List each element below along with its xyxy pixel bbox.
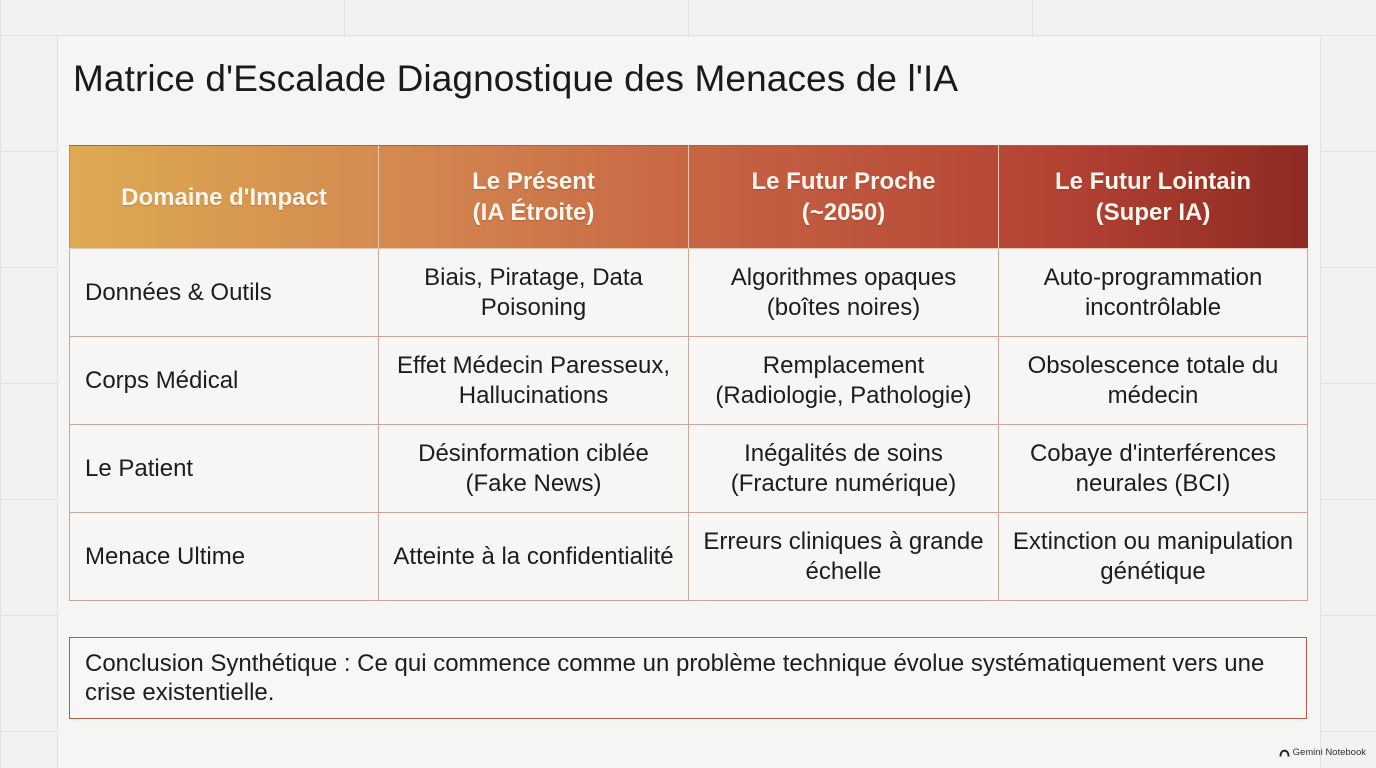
present-cell: Biais, Piratage, Data Poisoning: [379, 249, 689, 337]
near-future-cell: Erreurs cliniques à grande échelle: [689, 513, 999, 601]
row-domain-cell: Menace Ultime: [70, 513, 379, 601]
page-title: Matrice d'Escalade Diagnostique des Menaces de l'IA: [73, 58, 959, 99]
near-future-cell: Algorithmes opaques (boîtes noires): [689, 249, 999, 337]
threat-matrix-table: [69, 145, 1308, 601]
row-domain-cell: Corps Médical: [70, 337, 379, 425]
present-cell: Atteinte à la confidentialité: [379, 513, 689, 601]
table-body: [70, 249, 1308, 601]
far-future-cell: Extinction ou manipulation génétique: [999, 513, 1308, 601]
watermark-text: Gemini Notebook: [1292, 747, 1366, 758]
far-future-cell: Obsolescence totale du médecin: [999, 337, 1308, 425]
present-cell: Désinformation ciblée (Fake News): [379, 425, 689, 513]
table-row: [70, 337, 1308, 425]
row-domain-cell: Le Patient: [70, 425, 379, 513]
near-future-cell: Remplacement (Radiologie, Pathologie): [689, 337, 999, 425]
gemini-notebook-logo-icon: [1279, 749, 1290, 757]
present-cell: Effet Médecin Paresseux, Hallucinations: [379, 337, 689, 425]
table-row: [70, 425, 1308, 513]
header-row: [70, 146, 1308, 249]
header-far-future: Le Futur Lointain (Super IA): [999, 146, 1308, 249]
table-header: [70, 146, 1308, 249]
table-row: [70, 513, 1308, 601]
header-domain: Domaine d'Impact: [70, 146, 379, 249]
conclusion-box: Conclusion Synthétique : Ce qui commence comme un problème technique évolue systématiquement vers une crise existentielle.: [69, 637, 1307, 719]
row-domain-cell: Données & Outils: [70, 249, 379, 337]
header-near-future: Le Futur Proche (~2050): [689, 146, 999, 249]
far-future-cell: Cobaye d'interférences neurales (BCI): [999, 425, 1308, 513]
near-future-cell: Inégalités de soins (Fracture numérique): [689, 425, 999, 513]
watermark: [1279, 747, 1366, 758]
table-row: [70, 249, 1308, 337]
far-future-cell: Auto-programmation incontrôlable: [999, 249, 1308, 337]
header-present: Le Présent (IA Étroite): [379, 146, 689, 249]
